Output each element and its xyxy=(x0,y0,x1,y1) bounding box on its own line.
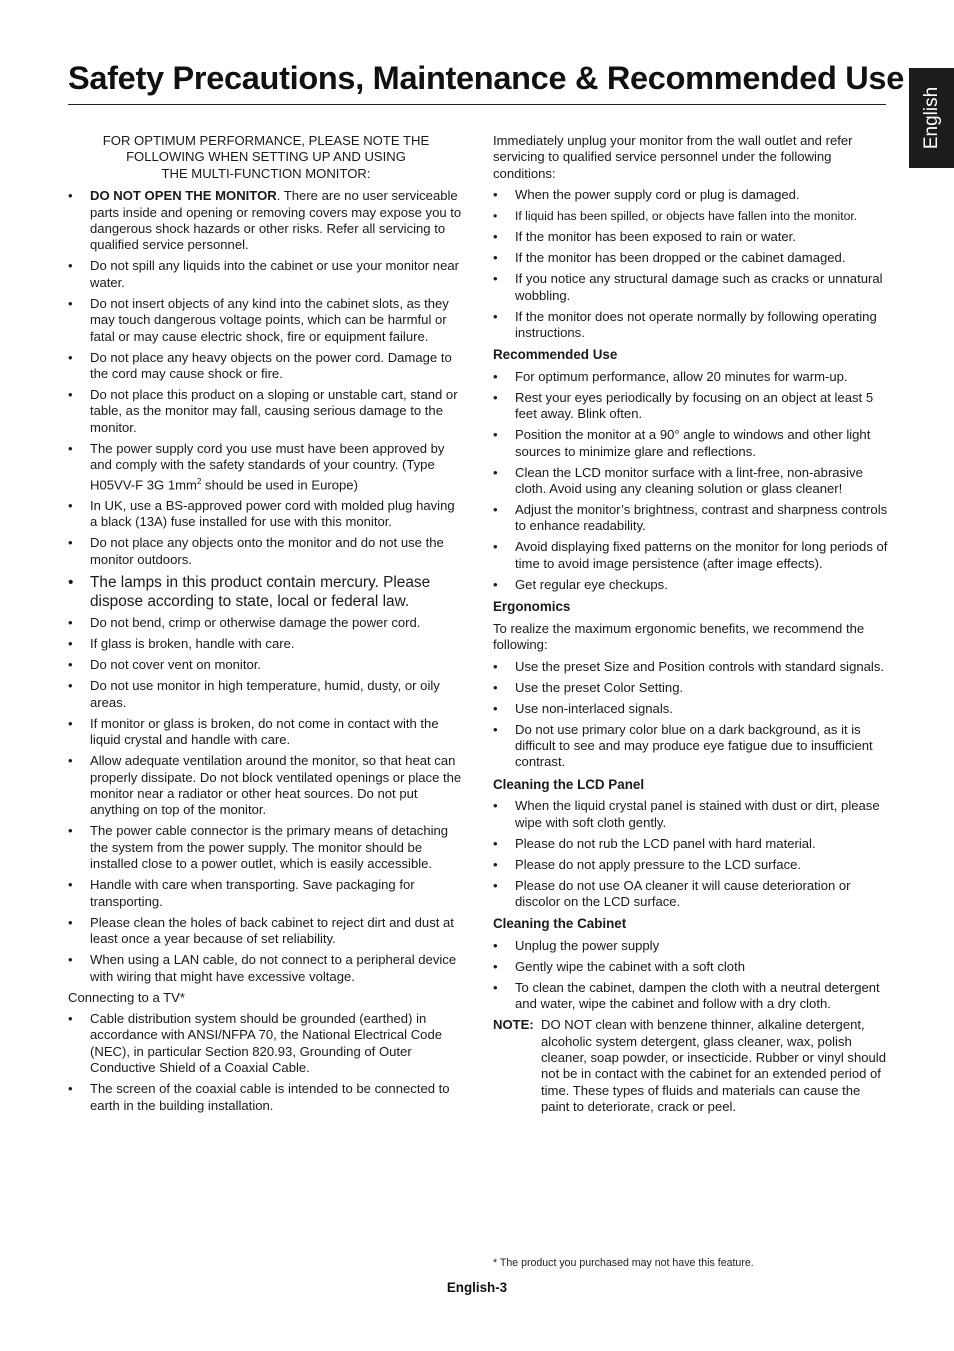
cleaning-lcd-item: • Please do not rub the LCD panel with hard material. xyxy=(493,836,888,852)
unplug-list xyxy=(493,187,888,341)
safety-item: • Allow adequate ventilation around the monitor, so that heat can properly dissipate. Do not block ventilated openings or place the monitor near a radiator or other heat sources. Do not put anything on top of the monitor. xyxy=(68,753,464,819)
ergonomics-item: • Do not use primary color blue on a dark background, as it is difficult to see and may produce eye fatigue due to insufficient contrast. xyxy=(493,722,888,771)
recommended-item: • For optimum performance, allow 20 minutes for warm-up. xyxy=(493,369,888,385)
unplug-intro: Immediately unplug your monitor from the wall outlet and refer servicing to qualified service personnel under the following conditions: xyxy=(493,133,853,181)
ergonomics-heading: Ergonomics xyxy=(493,599,571,615)
safety-item: • In UK, use a BS-approved power cord with molded plug having a black (13A) fuse installed for use with this monitor. xyxy=(68,498,464,531)
cleaning-cabinet-list xyxy=(493,938,888,1013)
intro-line: FOLLOWING WHEN SETTING UP AND USING xyxy=(126,149,406,165)
safety-item: • Please clean the holes of back cabinet to reject dirt and dust at least once a year because of set reliability. xyxy=(68,915,464,948)
tv-list xyxy=(68,1011,464,1114)
cleaning-lcd-item: • Please do not use OA cleaner it will cause deterioration or discolor on the LCD surface. xyxy=(493,878,888,911)
tv-section-label: Connecting to a TV* xyxy=(68,989,185,1005)
intro-notice xyxy=(68,133,464,182)
ergonomics-list xyxy=(493,659,888,771)
safety-item: • Do not cover vent on monitor. xyxy=(68,657,464,673)
ergonomics-item: • Use the preset Size and Position controls with standard signals. xyxy=(493,659,888,675)
cleaning-cabinet-item: • To clean the cabinet, dampen the cloth with a neutral detergent and water, wipe the cabinet and follow with a dry cloth. xyxy=(493,980,888,1013)
cleaning-lcd-heading: Cleaning the LCD Panel xyxy=(493,776,645,792)
language-tab-label: English xyxy=(920,86,942,150)
safety-item: • Do not place this product on a sloping or unstable cart, stand or table, as the monitor may fall, causing serious damage to the monitor. xyxy=(68,387,464,436)
unplug-item: • If the monitor does not operate normally by following operating instructions. xyxy=(493,309,888,342)
ergonomics-item: • Use non-interlaced signals. xyxy=(493,701,888,717)
safety-item-text: The power supply cord you use must have been approved by and comply with the safety standards of your country. (Type H05VV-F 3G 1mm xyxy=(90,440,445,493)
safety-list xyxy=(68,188,464,985)
unplug-item: • If the monitor has been exposed to rain or water. xyxy=(493,229,888,245)
cleaning-lcd-item: • Please do not apply pressure to the LCD surface. xyxy=(493,857,888,873)
recommended-item: • Clean the LCD monitor surface with a lint-free, non-abrasive cloth. Avoid using any cleaning solution or glass cleaner! xyxy=(493,465,888,498)
safety-item xyxy=(68,441,464,494)
right-column xyxy=(493,133,888,1116)
safety-item: • Do not place any heavy objects on the power cord. Damage to the cord may cause shock or fire. xyxy=(68,350,464,383)
safety-item: • When using a LAN cable, do not connect to a peripheral device with wiring that might have excessive voltage. xyxy=(68,952,464,985)
tv-item: • Cable distribution system should be grounded (earthed) in accordance with ANSI/NFPA 70, the National Electrical Code (NEC), in particular Section 820.93, Grounding of Outer Conductive Shield of a Coaxial Cable. xyxy=(68,1011,464,1077)
note-block xyxy=(493,1017,888,1115)
safety-item: • Do not spill any liquids into the cabinet or use your monitor near water. xyxy=(68,258,464,291)
safety-item: • If monitor or glass is broken, do not come in contact with the liquid crystal and handle with care. xyxy=(68,716,464,749)
unplug-item: • When the power supply cord or plug is damaged. xyxy=(493,187,888,203)
recommended-item: • Get regular eye checkups. xyxy=(493,577,888,593)
recommended-use-heading: Recommended Use xyxy=(493,347,618,363)
unplug-item: • If the monitor has been dropped or the cabinet damaged. xyxy=(493,250,888,266)
safety-item-bold: DO NOT OPEN THE MONITOR xyxy=(90,188,277,204)
safety-item: • The power cable connector is the primary means of detaching the system from the power supply. The monitor should be installed close to a power outlet, which is easily accessible. xyxy=(68,823,464,872)
mercury-warning-item: • The lamps in this product contain mercury. Please dispose according to state, local or federal law. xyxy=(68,573,464,611)
tv-item: • The screen of the coaxial cable is intended to be connected to earth in the building installation. xyxy=(68,1081,464,1114)
cleaning-lcd-item: • When the liquid crystal panel is stained with dust or dirt, please wipe with soft cloth gently. xyxy=(493,798,888,831)
ergonomics-intro: To realize the maximum ergonomic benefits, we recommend the following: xyxy=(493,620,865,653)
title-divider xyxy=(68,104,886,105)
safety-item-text: . There are no user serviceable parts inside and opening or removing covers may expose you to dangerous shock hazards or other risks. Refer all servicing to qualified service personnel. xyxy=(90,188,462,253)
recommended-use-list xyxy=(493,369,888,593)
unplug-item: • If liquid has been spilled, or objects have fallen into the monitor. xyxy=(493,208,888,224)
recommended-item: • Position the monitor at a 90° angle to windows and other light sources to minimize glare and reflections. xyxy=(493,427,888,460)
recommended-item: • Avoid displaying fixed patterns on the monitor for long periods of time to avoid image persistence (after image effects). xyxy=(493,539,888,572)
note-label: NOTE: xyxy=(493,1017,534,1033)
footnote: * The product you purchased may not have this feature. xyxy=(493,1257,754,1269)
intro-line: THE MULTI-FUNCTION MONITOR: xyxy=(161,165,371,181)
cleaning-cabinet-heading: Cleaning the Cabinet xyxy=(493,916,627,932)
unplug-item: • If you notice any structural damage such as cracks or unnatural wobbling. xyxy=(493,271,888,304)
ergonomics-item: • Use the preset Color Setting. xyxy=(493,680,888,696)
safety-item: • If glass is broken, handle with care. xyxy=(68,636,464,652)
recommended-item: • Adjust the monitor’s brightness, contrast and sharpness controls to enhance readability. xyxy=(493,502,888,535)
cleaning-cabinet-item: • Gently wipe the cabinet with a soft cloth xyxy=(493,959,888,975)
left-column xyxy=(68,133,464,1119)
safety-item-text: should be used in Europe) xyxy=(201,477,358,493)
safety-item: • Do not bend, crimp or otherwise damage the power cord. xyxy=(68,615,464,631)
superscript: 2 xyxy=(196,476,202,486)
page-number: English-3 xyxy=(446,1280,508,1295)
language-tab xyxy=(909,68,954,168)
cleaning-cabinet-item: • Unplug the power supply xyxy=(493,938,888,954)
safety-item: • Do not insert objects of any kind into the cabinet slots, as they may touch dangerous voltage points, which can be harmful or fatal or may cause electric shock, fire or equipment failure. xyxy=(68,296,464,345)
safety-item: • Handle with care when transporting. Save packaging for transporting. xyxy=(68,877,464,910)
recommended-item: • Rest your eyes periodically by focusing on an object at least 5 feet away. Blink often. xyxy=(493,390,888,423)
cleaning-lcd-list xyxy=(493,798,888,910)
intro-line: FOR OPTIMUM PERFORMANCE, PLEASE NOTE THE xyxy=(102,133,430,148)
note-text: DO NOT clean with benzene thinner, alkaline detergent, alcoholic system detergent, glass cleaner, wax, polish cleaner, soap powder, or insecticide. Rubber or vinyl should not be in contact with the cabinet for an extended period of time. These types of fluids and materials can cause the paint to deteriorate, crack or peel. xyxy=(541,1017,886,1115)
page-title: Safety Precautions, Maintenance & Recommended Use xyxy=(68,60,904,96)
safety-item xyxy=(68,188,464,254)
safety-item: • Do not place any objects onto the monitor and do not use the monitor outdoors. xyxy=(68,535,464,568)
safety-item: • Do not use monitor in high temperature, humid, dusty, or oily areas. xyxy=(68,678,464,711)
